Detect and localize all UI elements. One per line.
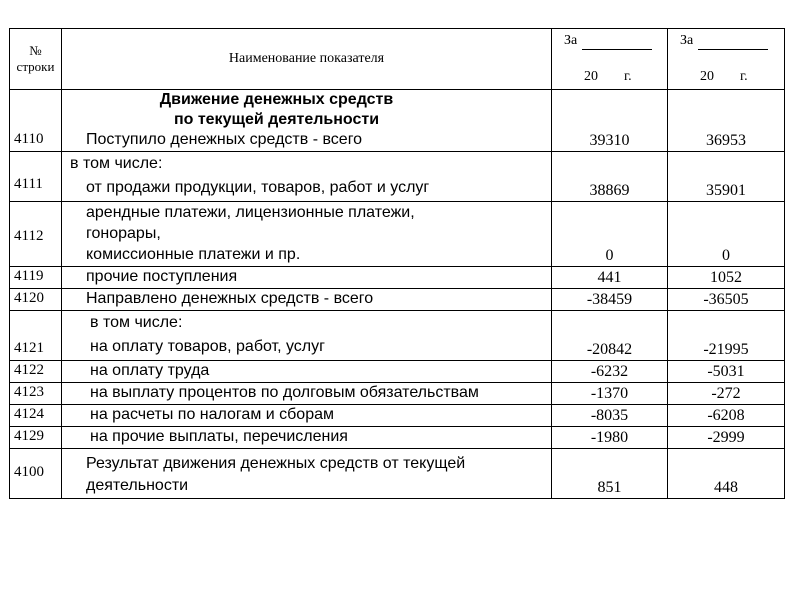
- row-value-2: 1052: [668, 267, 785, 289]
- table-row: [10, 311, 785, 361]
- row-code: 4100: [10, 449, 62, 499]
- row-label: [62, 405, 552, 427]
- row-label: [62, 289, 552, 311]
- section-title: [62, 90, 551, 130]
- row-code: 4111: [10, 152, 62, 202]
- row-text: арендные платежи, лицензионные платежи,: [86, 204, 415, 221]
- row-code: 4119: [10, 267, 62, 289]
- header-row: [10, 29, 785, 90]
- table-row: [10, 267, 785, 289]
- table-row: [10, 427, 785, 449]
- row-text: на прочие выплаты, перечисления: [90, 428, 348, 445]
- period-1-g: г.: [624, 69, 632, 84]
- row-value-1: -20842: [552, 311, 668, 361]
- row-code: 4110: [10, 90, 62, 152]
- row-text: комиссионные платежи и пр.: [86, 246, 301, 263]
- header-period-1: [552, 29, 668, 90]
- row-code: 4112: [10, 202, 62, 267]
- row-value-2: -272: [668, 383, 785, 405]
- row-value-2: -6208: [668, 405, 785, 427]
- row-value-1: 0: [552, 202, 668, 267]
- table-row: [10, 289, 785, 311]
- row-value-2: 36953: [668, 90, 785, 152]
- row-label: [62, 311, 552, 361]
- header-row-number: [10, 29, 62, 90]
- row-value-1: 38869: [552, 152, 668, 202]
- row-text: на оплату труда: [90, 362, 210, 379]
- row-text: гонорары,: [86, 225, 161, 242]
- row-value-1: 851: [552, 449, 668, 499]
- header-indicator-name: Наименование показателя: [62, 29, 552, 90]
- row-value-2: -36505: [668, 289, 785, 311]
- row-code: 4123: [10, 383, 62, 405]
- row-code: 4120: [10, 289, 62, 311]
- row-code: 4124: [10, 405, 62, 427]
- section-title-line-1: Движение денежных средств: [159, 91, 394, 108]
- row-value-1: -1980: [552, 427, 668, 449]
- row-code: 4121: [10, 311, 62, 361]
- header-no-symbol: №: [29, 43, 42, 58]
- table-row: [10, 383, 785, 405]
- row-label: [62, 152, 552, 202]
- row-value-2: -5031: [668, 361, 785, 383]
- period-1-year: 20: [584, 69, 598, 84]
- row-code: 4122: [10, 361, 62, 383]
- row-text: прочие поступления: [86, 268, 238, 285]
- cash-flow-table-container: [9, 28, 784, 499]
- table-row: [10, 202, 785, 267]
- row-label: [62, 449, 552, 499]
- row-text: Результат движения денежных средств от текущей: [86, 455, 466, 472]
- table-row: [10, 405, 785, 427]
- table-row: [10, 152, 785, 202]
- row-text: на расчеты по налогам и сборам: [90, 406, 334, 423]
- row-text: Поступило денежных средств - всего: [86, 131, 363, 148]
- row-text: на оплату товаров, работ, услуг: [90, 338, 325, 355]
- row-value-2: 448: [668, 449, 785, 499]
- row-text: от продажи продукции, товаров, работ и услуг: [86, 179, 430, 196]
- header-period-2: [668, 29, 785, 90]
- row-value-1: 39310: [552, 90, 668, 152]
- period-2-year: 20: [700, 69, 714, 84]
- period-2-za: За: [680, 33, 694, 48]
- row-value-1: -38459: [552, 289, 668, 311]
- row-value-1: -6232: [552, 361, 668, 383]
- row-value-1: -1370: [552, 383, 668, 405]
- row-label: [62, 267, 552, 289]
- row-value-2: 35901: [668, 152, 785, 202]
- row-label: [62, 427, 552, 449]
- row-value-1: -8035: [552, 405, 668, 427]
- period-1-blank-line: [582, 49, 652, 50]
- table-row: [10, 361, 785, 383]
- row-label: [62, 383, 552, 405]
- row-code: 4129: [10, 427, 62, 449]
- row-value-1: 441: [552, 267, 668, 289]
- header-no-label: строки: [16, 59, 55, 74]
- row-text: в том числе:: [70, 155, 163, 172]
- period-2-g: г.: [740, 69, 748, 84]
- period-2-blank-line: [698, 49, 768, 50]
- row-value-2: -2999: [668, 427, 785, 449]
- row-text: деятельности: [86, 477, 189, 494]
- table-row: [10, 90, 785, 152]
- row-text: на выплату процентов по долговым обязательствам: [90, 384, 479, 401]
- row-value-2: -21995: [668, 311, 785, 361]
- row-label: [62, 361, 552, 383]
- row-label: [62, 202, 552, 267]
- cash-flow-table: [9, 28, 785, 499]
- period-1-za: За: [564, 33, 578, 48]
- row-label: [62, 90, 552, 152]
- table-row: [10, 449, 785, 499]
- section-title-line-2: по текущей деятельности: [173, 111, 380, 128]
- row-text: Направлено денежных средств - всего: [86, 290, 374, 307]
- row-value-2: 0: [668, 202, 785, 267]
- row-text: в том числе:: [90, 314, 183, 331]
